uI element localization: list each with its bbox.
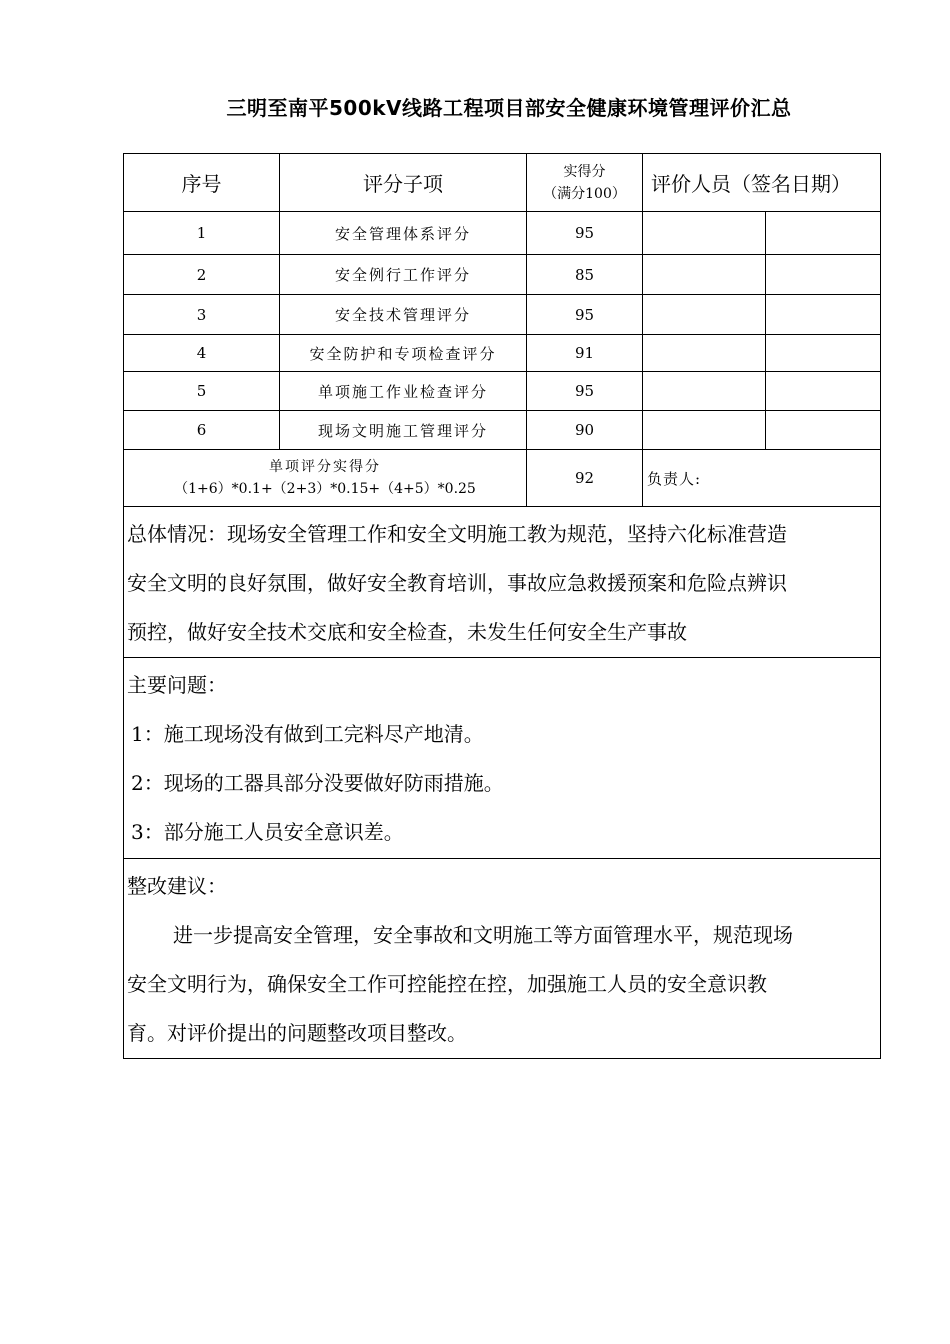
header-score	[527, 154, 642, 211]
responsible-label: 负责人:	[647, 469, 702, 488]
row5-index: 5	[196, 382, 207, 400]
suggestions-line2: 安全文明行为，确保安全工作可控能控在控，加强施工人员的安全意识教	[127, 972, 767, 996]
overall-line2: 安全文明的良好氛围，做好安全教育培训，事故应急救援预案和危险点辨识	[127, 571, 787, 595]
problems-heading: 主要问题：	[127, 673, 227, 697]
row6-score: 90	[574, 421, 595, 439]
suggestions-line3: 育。对评价提出的问题整改项目整改。	[127, 1021, 467, 1045]
header-score-line1: 实得分	[563, 163, 606, 180]
problem-item-3: 3：部分施工人员安全意识差。	[131, 820, 404, 844]
header-evaluator: 评价人员（签名日期）	[651, 172, 851, 196]
summary-label	[124, 450, 526, 506]
row1-index: 1	[196, 224, 207, 242]
suggestions-section	[127, 862, 881, 1058]
row2-item: 安全例行工作评分	[334, 266, 471, 284]
row4-score: 91	[574, 344, 595, 362]
header-score-line2: （满分100）	[543, 185, 626, 202]
row5-item: 单项施工作业检查评分	[317, 382, 488, 401]
row6-item: 现场文明施工管理评分	[317, 421, 488, 440]
overall-line3: 预控，做好安全技术交底和安全检查，未发生任何安全生产事故	[127, 620, 687, 644]
document-title: 三明至南平500kV线路工程项目部安全健康环境管理评价汇总	[226, 96, 792, 120]
row1-item: 安全管理体系评分	[334, 224, 471, 243]
problems-section	[127, 661, 881, 857]
row4-item: 安全防护和专项检查评分	[309, 344, 497, 363]
problem-item-2: 2：现场的工器具部分没要做好防雨措施。	[131, 771, 504, 795]
row3-index: 3	[196, 305, 207, 324]
overall-section	[127, 510, 881, 657]
row6-index: 6	[196, 421, 207, 439]
row3-score: 95	[574, 305, 595, 324]
overall-line1: 总体情况：现场安全管理工作和安全文明施工教为规范，坚持六化标准营造	[127, 522, 787, 546]
row2-score: 85	[574, 265, 595, 284]
summary-label-line1: 单项评分实得分	[269, 459, 381, 475]
rule-col4	[765, 211, 766, 449]
row2-index: 2	[196, 265, 207, 284]
row4-index: 4	[196, 344, 207, 362]
header-item: 评分子项	[363, 172, 443, 196]
suggestions-line1: 进一步提高安全管理，安全事故和文明施工等方面管理水平，规范现场	[173, 923, 793, 947]
row1-score: 95	[574, 224, 595, 242]
rule-overall-bottom	[123, 657, 881, 658]
problem-item-1: 1：施工现场没有做到工完料尽产地清。	[131, 722, 484, 746]
row3-item: 安全技术管理评分	[334, 306, 471, 324]
suggestions-heading: 整改建议：	[127, 874, 227, 898]
rule-summary-bottom	[123, 506, 881, 507]
header-index: 序号	[181, 172, 222, 196]
summary-formula: （1+6）*0.1+（2+3）*0.15+（4+5）*0.25	[174, 481, 476, 497]
row5-score: 95	[574, 382, 595, 400]
summary-score: 92	[574, 469, 595, 487]
rule-problems-bottom	[123, 858, 881, 859]
